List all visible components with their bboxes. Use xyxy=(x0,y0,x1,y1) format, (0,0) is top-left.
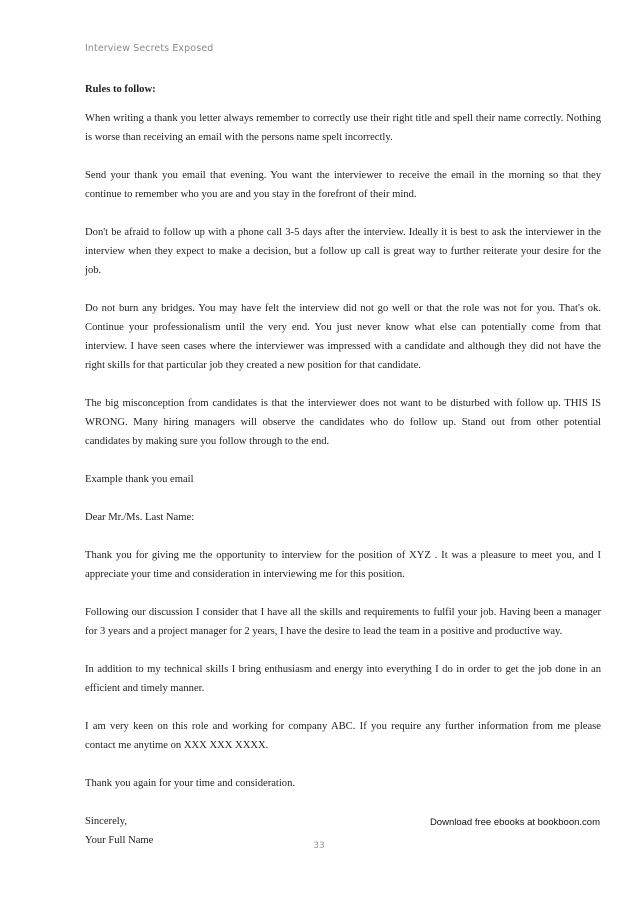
example-label: Example thank you email xyxy=(85,474,194,485)
rules-heading: Rules to follow: xyxy=(85,84,156,95)
rule-paragraph-4: Do not burn any bridges. You may have felt the interview did not go well or that the role was not for you. That's ok. Continue your professionalism until the very end. You just never know what else can potentially come from that interview. I have seen cases where the interviewer was impressed with a candidate and although they did not have the right skills for that particular job they created a new position for that candidate. xyxy=(85,303,601,371)
letter-paragraph-1: Thank you for giving me the opportunity to interview for the position of XYZ . It was a pleasure to meet you, and I appreciate your time and consideration in interviewing me for this position. xyxy=(85,550,601,580)
download-link[interactable]: Download free ebooks at bookboon.com xyxy=(429,817,600,828)
letter-signature: Your Full Name xyxy=(85,835,154,846)
running-header: Interview Secrets Exposed xyxy=(85,43,214,54)
letter-paragraph-3: In addition to my technical skills I bring enthusiasm and energy into everything I do in order to get the job done in an efficient and timely manner. xyxy=(85,664,601,694)
page-number: 33 xyxy=(313,841,325,851)
rule-paragraph-2: Send your thank you email that evening. You want the interviewer to receive the email in the morning so that they continue to remember who you are and you stay in the forefront of their mind. xyxy=(85,170,601,200)
letter-salutation: Dear Mr./Ms. Last Name: xyxy=(85,512,195,523)
rule-paragraph-5: The big misconception from candidates is that the interviewer does not want to be disturbed with follow up. THIS IS WRONG. Many hiring managers will observe the candidates who do follow up. Stand out from other potential candidates by making sure you follow through to the end. xyxy=(85,398,601,447)
rule-paragraph-3: Don't be afraid to follow up with a phone call 3-5 days after the interview. Ideally it is best to ask the interviewer in the interview when they expect to make a decision, but a follow up call is great way to further reiterate your desire for the job. xyxy=(85,227,601,276)
letter-paragraph-4: I am very keen on this role and working for company ABC. If you require any further information from me please contact me anytime on XXX XXX XXXX. xyxy=(85,721,601,751)
letter-paragraph-2: Following our discussion I consider that I have all the skills and requirements to fulfil your job. Having been a manager for 3 years and a project manager for 2 years, I have the desire to lead the team in a positive and productive way. xyxy=(85,607,601,637)
body-text xyxy=(85,80,601,850)
rule-paragraph-1: When writing a thank you letter always remember to correctly use their right title and spell their name correctly. Nothing is worse than receiving an email with the persons name spelt incorrectly. xyxy=(85,113,601,143)
letter-paragraph-5: Thank you again for your time and consideration. xyxy=(85,778,296,789)
letter-closing: Sincerely, xyxy=(85,816,127,827)
